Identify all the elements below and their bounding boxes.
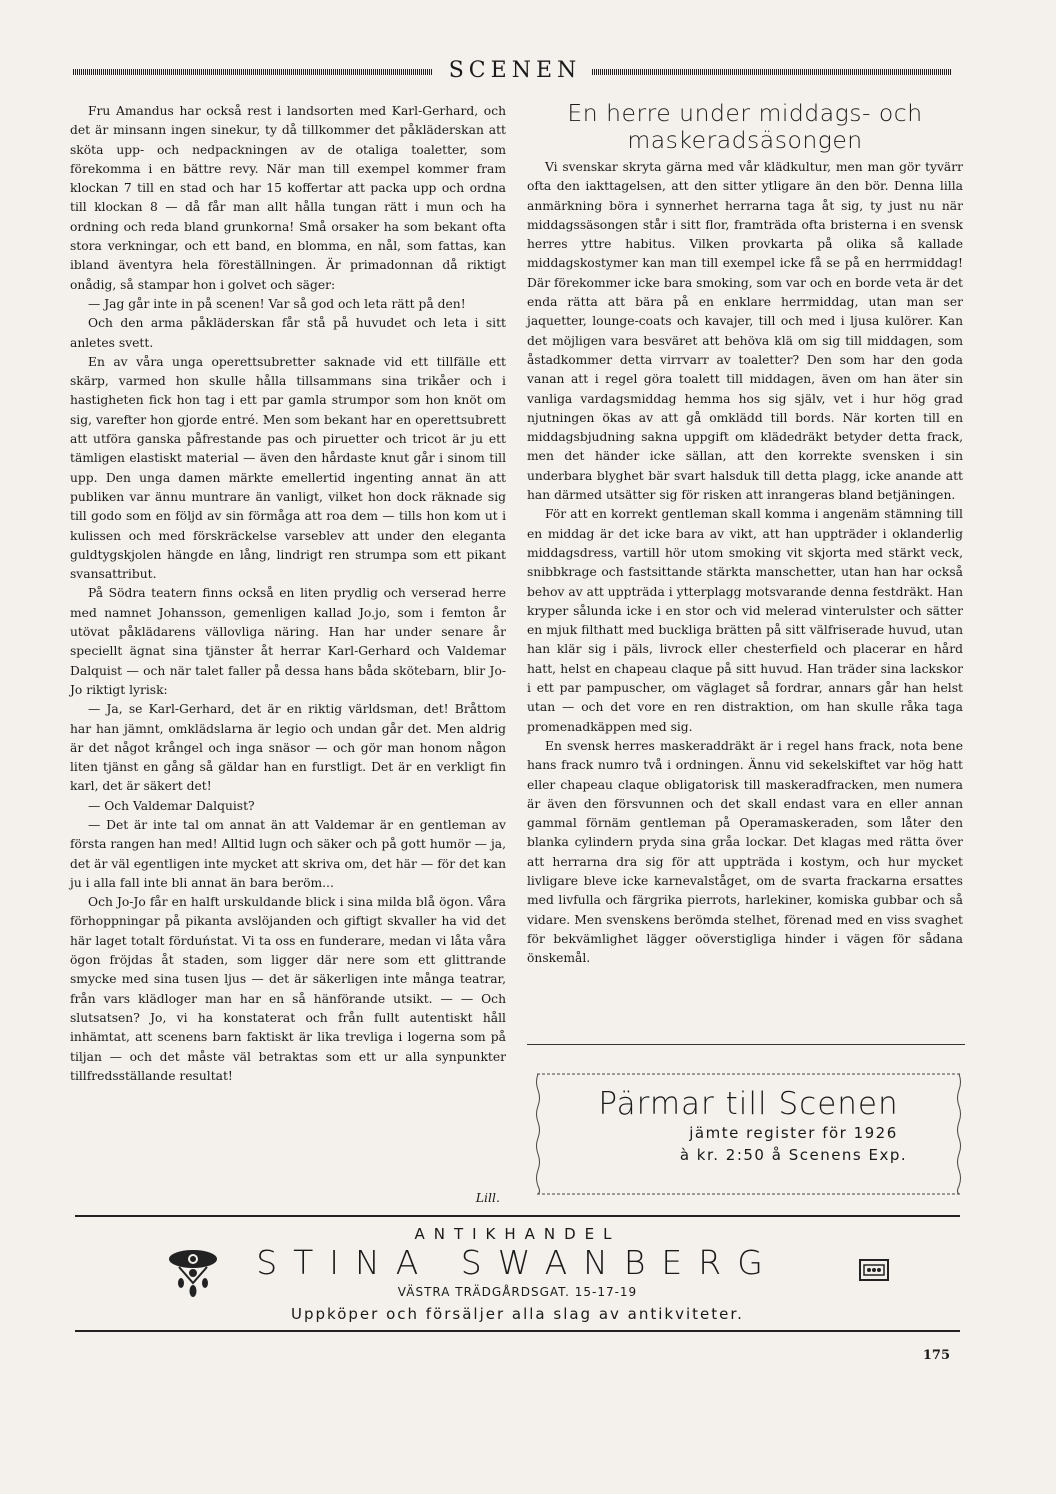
shop-tagline: Uppköper och försäljer alla slag av antikviteter. bbox=[291, 1305, 744, 1323]
binders-price: à kr. 2:50 å Scenens Exp. bbox=[679, 1146, 908, 1164]
paragraph: — Det är inte tal om annat än att Valdemar är en gentleman av första rangen han med! Alltid lugn och säker och på gott humör — ja, det är väl egentligen inte mycket att skriva om, det här — för det kan ju i alla fall inte bli annat än bara beröm... bbox=[70, 817, 506, 890]
paragraph: — Ja, se Karl-Gerhard, det är en riktig världsman, det! Bråttom har han jämnt, omklädslarna är legio och undan går det. Men aldrig är det något krångel och inga snäsor — och gör man honom någon liten tjänst en gång så gäldar han en furstligt. Det är en verkligt fin karl, det är säkert det! bbox=[70, 702, 506, 794]
ad-kicker: ANTIKHANDEL bbox=[414, 1225, 621, 1243]
article-title-line: En herre under middags- och bbox=[567, 99, 923, 127]
paragraph: — Jag går inte in på scenen! Var så god och leta rätt på den! bbox=[88, 296, 466, 311]
magazine-title: SCENEN bbox=[448, 58, 582, 83]
paragraph: En av våra unga operettsubretter saknade vid ett tillfälle ett skärp, varmed hon skulle hålla tillsammans sina trikåer och i hastigheten fick hon tag i ett par gamla strumpor som hon knöt om sig, varefter hon gjorde entré. Men som bekant har en operettsubrett att utföra ganska påfrestande pas och piruetter och tricot är ju ett tämligen elastiskt material — även den hårdaste knut går i sinom till upp. Den unga damen märkte emellertid ingenting annat än att publiken var ännu muntrare än vanligt, vilket hon dock räknade sig till godo som en följd av sin förmåga att roa dem — tills hon kom ut i kulissen och med förskräckelse varseblev att under den eleganta guldtygskjolen hängde en lång, lindrigt ren strumpa som ett pikant svansattribut. bbox=[70, 354, 506, 582]
article-title-line: maskeradsäsongen bbox=[627, 126, 863, 154]
article-end-rule bbox=[527, 1044, 965, 1045]
header-rule-left bbox=[73, 69, 433, 75]
shop-address: VÄSTRA TRÄDGÅRDSGAT. 15-17-19 bbox=[397, 1285, 638, 1299]
antique-shop-advertisement bbox=[75, 1215, 960, 1332]
paragraph: En svensk herres maskeraddräkt är i regel hans frack, nota bene hans frack numro två i ordningen. Ännu vid sekelskiftet var hög hatt eller chapeau claque obligatorisk till maskeradfracken, men numera är även den försvunnen och det skall endast vara en eller annan gammal förnäm gentleman på Operamaskeraden, som låter den blanka cylindern pryda sina gråa lockar. Det klagas med rätta över att herrarna dra sig för att uppträda i kostym, och hur mycket livligare bleve icke karnevalståget, om de svarta frackarna ersattes med livfulla och färgrika pierrots, harlekiner, komiska gubbar och så vidare. Men svenskens berömda stelhet, förenad med en viss svaghet för bekvämlighet lägger oöverstigliga hinder i vägen för sådana önskemål. bbox=[527, 738, 963, 966]
right-column bbox=[527, 158, 963, 968]
article-title bbox=[520, 100, 970, 154]
paragraph: Och den arma påkläderskan får stå på huvudet och leta i sitt anletes svett. bbox=[70, 316, 506, 350]
paragraph: På Södra teatern finns också en liten prydlig och verserad herre med namnet Johansson, gemenligen kallad Jo.jo, som i femton år utövat påklädarens vällovliga näring. Han har under senare år speciellt ägnat sina tjänster åt herrar Karl-Gerhard och Valdemar Dalquist — och när talet faller på dessa hans båda skötebarn, blir Jo-Jo riktigt lyrisk: bbox=[70, 586, 506, 697]
shop-logo-icon bbox=[859, 1259, 889, 1281]
paragraph: Vi svenskar skryta gärna med vår klädkultur, men man gör tyvärr ofta den iakttagelsen, att den sitter ytligare än den bör. Denna lilla anmärkning böra i synnerhet herrarna taga åt sig, ty just nu när middagssäsongen står i sitt flor, framträda ofta bristerna i en svensk herres yttre habitus. Vilken provkarta på olika så kallade middagskostymer kan man till exempel icke få se på en herrmiddag! Där förekommer icke bara smoking, som var och en borde veta är det enda rätta att bära på en enklare herrmiddag, utan man ser jaquetter, lounge-coats och kavajer, till och med i ljusa kulörer. Kan det möjligen vara besväret att behöva klä om sig till middagen, som åstadkommer detta virrvarr av toaletter? Den som har den goda vanan att i regel göra toalett till middagen, även om han äter sin vanliga vardagsmiddag hemma hos sig själv, vet i hur hög grad njutningen ökas av att gå omklädd till bords. När korten till en middagsbjudning sakna uppgift om klädedräkt betyder detta frack, men det händer icke sällan, att den korrekte svensken i sin underbara blyghet bär svart halsduk till detta plagg, icke anande att han därmed utsätter sig för risken att inrangeras bland betjäningen. bbox=[527, 160, 963, 503]
binders-title: Pärmar till Scenen bbox=[598, 1086, 899, 1122]
author-signature: Lill. bbox=[475, 1190, 500, 1205]
paragraph: För att en korrekt gentleman skall komma i angenäm stämning till en middag är det icke bara av vikt, att han uppträder i oklanderlig middagsdress, vartill hör utom smoking vit skjorta med stärkt veck, snibbkrage och fastsittande stärkta manschetter, utan han har också behov av att uppträda i ytterplagg motsvarande denna festdräkt. Han kryper sålunda icke i en stor och vid melerad vinterulster och sätter en mjuk filthatt med buckliga brätten på sitt välfriserade huvud, utan han klär sig i päls, livrock eller chesterfield och placerar en hård hatt, helst en chapeau claque på sitt huvud. Han träder sina lackskor i ett par pampuscher, om väglaget så fordrar, annars går han helst utan — och det vore en ren distraktion, om han skulle råka taga promenadkäppen med sig. bbox=[527, 507, 963, 734]
binders-line: jämte register för 1926 bbox=[689, 1124, 898, 1142]
shop-name: STINA SWANBERG bbox=[256, 1243, 779, 1282]
paragraph: — Och Valdemar Dalquist? bbox=[88, 798, 255, 813]
page-number: 175 bbox=[922, 1348, 950, 1363]
binders-advertisement bbox=[535, 1070, 962, 1198]
left-column bbox=[70, 102, 506, 1086]
header-rule-right bbox=[592, 69, 952, 75]
paragraph: Fru Amandus har också rest i landsorten med Karl-Gerhard, och det är minsann ingen sinekur, ty då tillkommer det påkläderskan att sköta upp- och nedpackningen av de otaliga toaletter, som förekomma i en bättre revy. När man till exempel kommer fram klockan 7 till en stad och har 15 koffertar att packa upp och ordna till klockan 8 — då får man allt hålla tungan rätt i mun och ha ordning och reda bland grunkorna! Små orsaker ha som bekant ofta stora verkningar, och ett band, en blomma, en nål, som fattas, kan ibland äventyra hela föreställningen. Är primadonnan då riktigt onådig, så stampar hon i golvet och säger: bbox=[70, 104, 506, 292]
paragraph: Och Jo-Jo får en halft urskuldande blick i sina milda blå ögon. Våra förhoppningar på pikanta avslöjanden och giftigt skvaller ha vid det här laget totalt förduństat. Vi ta oss en funderare, medan vi låta våra ögon fröjdas åt staden, som ligger där nere som ett glittrande smycke med sina tusen ljus — det är säkerligen inte många teatrar, från vars klädloger man har en så hänförande utsikt. — — Och slutsatsen? Jo, vi ha konstaterat och från fullt autentiskt håll inhämtat, att scenens barn faktiskt är lika trevliga i logerna som på tiljan — och det måste väl betraktas som ett ur alla synpunkter tillfredsställande resultat! bbox=[70, 895, 506, 1083]
